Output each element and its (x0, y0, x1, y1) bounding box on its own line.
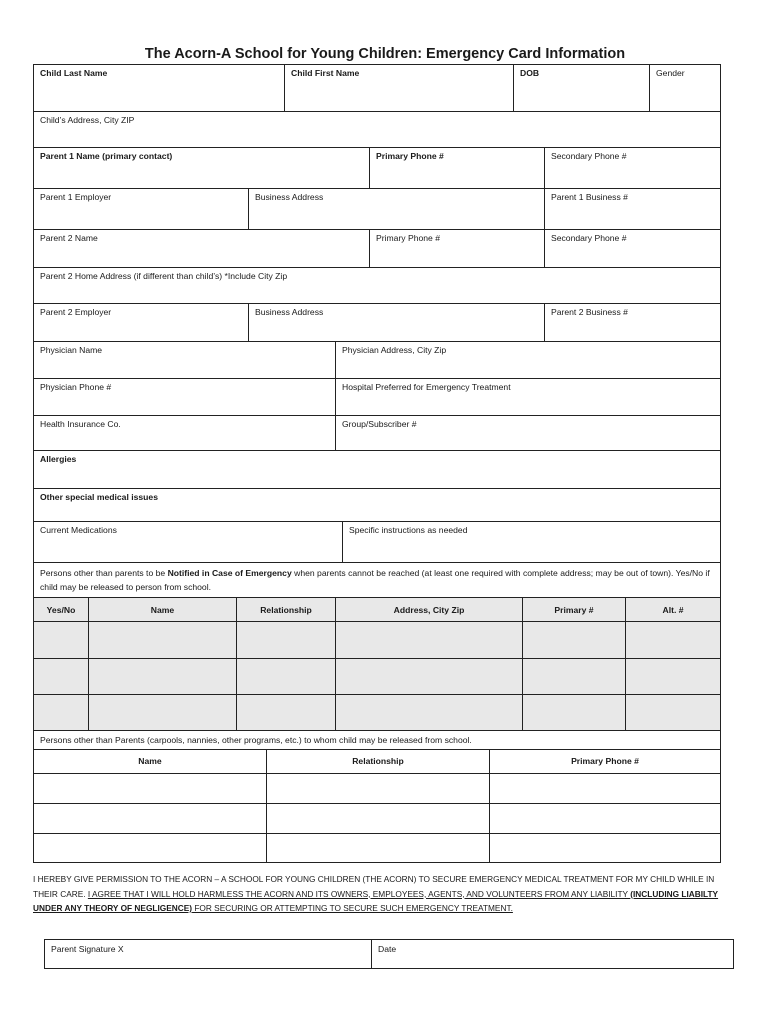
parent1-business-address-field[interactable]: Business Address (248, 189, 544, 229)
col-release-phone: Primary Phone # (490, 749, 721, 773)
parent2-home-address-field[interactable]: Parent 2 Home Address (if different than child’s) *Include City Zip (40, 271, 288, 281)
emergency-card-form (33, 64, 721, 863)
group-subscriber-field[interactable]: Group/Subscriber # (335, 416, 720, 450)
parent1-business-phone-field[interactable]: Parent 1 Business # (544, 189, 720, 229)
parent1-name-field[interactable]: Parent 1 Name (primary contact) (40, 151, 173, 161)
col-release-relationship: Relationship (267, 749, 490, 773)
physician-name-field[interactable]: Physician Name (40, 345, 103, 355)
col-name: Name (89, 598, 237, 622)
gender-field[interactable]: Gender (649, 65, 720, 111)
current-medications-field[interactable]: Current Medications (40, 525, 117, 535)
col-yes-no: Yes/No (34, 598, 89, 622)
physician-address-field[interactable]: Physician Address, City Zip (335, 342, 720, 378)
parent1-employer-field[interactable]: Parent 1 Employer (40, 192, 112, 202)
table-row (34, 833, 720, 862)
col-relationship: Relationship (237, 598, 336, 622)
other-medical-issues-field[interactable]: Other special medical issues (40, 492, 158, 502)
parent2-business-phone-field[interactable]: Parent 2 Business # (544, 304, 720, 341)
col-alt: Alt. # (626, 598, 721, 622)
parent2-employer-field[interactable]: Parent 2 Employer (40, 307, 112, 317)
parent2-business-address-field[interactable]: Business Address (248, 304, 544, 341)
specific-instructions-field[interactable]: Specific instructions as needed (342, 522, 720, 562)
health-insurance-field[interactable]: Health Insurance Co. (40, 419, 121, 429)
signature-block (44, 939, 734, 969)
parent1-secondary-phone-field[interactable]: Secondary Phone # (544, 148, 720, 188)
permission-statement: I HEREBY GIVE PERMISSION TO THE ACORN – A SCHOOL FOR YOUNG CHILDREN (THE ACORN) TO SECURE EMERGENCY MEDICAL TREATMENT FOR MY CHILD WHILE IN THEIR CARE. I AGREE THAT I WILL HOLD HARMLESS THE ACORN AND ITS OWNERS, EMPLOYEES, AGENTS, AND VOLUNTEERS FROM ANY LIABILITY (INCLUDING LIABILTY UNDER ANY THEORY OF NEGLIGENCE) FOR SECURING OR ATTEMPTING TO SECURE SUCH EMERGENCY TREATMENT. (33, 874, 719, 913)
col-release-name: Name (34, 749, 267, 773)
emergency-contacts-table (34, 597, 720, 730)
table-row (34, 773, 720, 803)
table-row (34, 622, 720, 659)
release-persons-note: Persons other than Parents (carpools, nannies, other programs, etc.) to whom child may be released from school. (40, 734, 472, 745)
child-last-name-field[interactable]: Child Last Name (40, 68, 108, 78)
parent-signature-field[interactable]: Parent Signature X (51, 944, 124, 954)
form-title: The Acorn-A School for Young Children: Emergency Card Information (144, 46, 626, 62)
table-row (34, 695, 720, 730)
physician-phone-field[interactable]: Physician Phone # (40, 382, 112, 392)
table-row (34, 803, 720, 833)
allergies-field[interactable]: Allergies (40, 454, 77, 464)
parent1-primary-phone-field[interactable]: Primary Phone # (369, 148, 544, 188)
hospital-field[interactable]: Hospital Preferred for Emergency Treatment (335, 379, 720, 415)
parent2-secondary-phone-field[interactable]: Secondary Phone # (544, 230, 720, 267)
parent2-primary-phone-field[interactable]: Primary Phone # (369, 230, 544, 267)
col-primary: Primary # (523, 598, 626, 622)
dob-field[interactable]: DOB (513, 65, 649, 111)
child-address-field[interactable]: Child’s Address, City ZIP (40, 115, 135, 125)
emergency-contacts-note: Persons other than parents to be Notified in Case of Emergency when parents cannot be reached (at least one required with complete address; may be out of town). Yes/No if child may be released to person from school. (40, 568, 710, 592)
table-row (34, 659, 720, 695)
date-field[interactable]: Date (371, 940, 733, 968)
parent2-name-field[interactable]: Parent 2 Name (40, 233, 98, 243)
child-first-name-field[interactable]: Child First Name (284, 65, 513, 111)
release-persons-table (34, 749, 720, 863)
col-address: Address, City Zip (336, 598, 523, 622)
